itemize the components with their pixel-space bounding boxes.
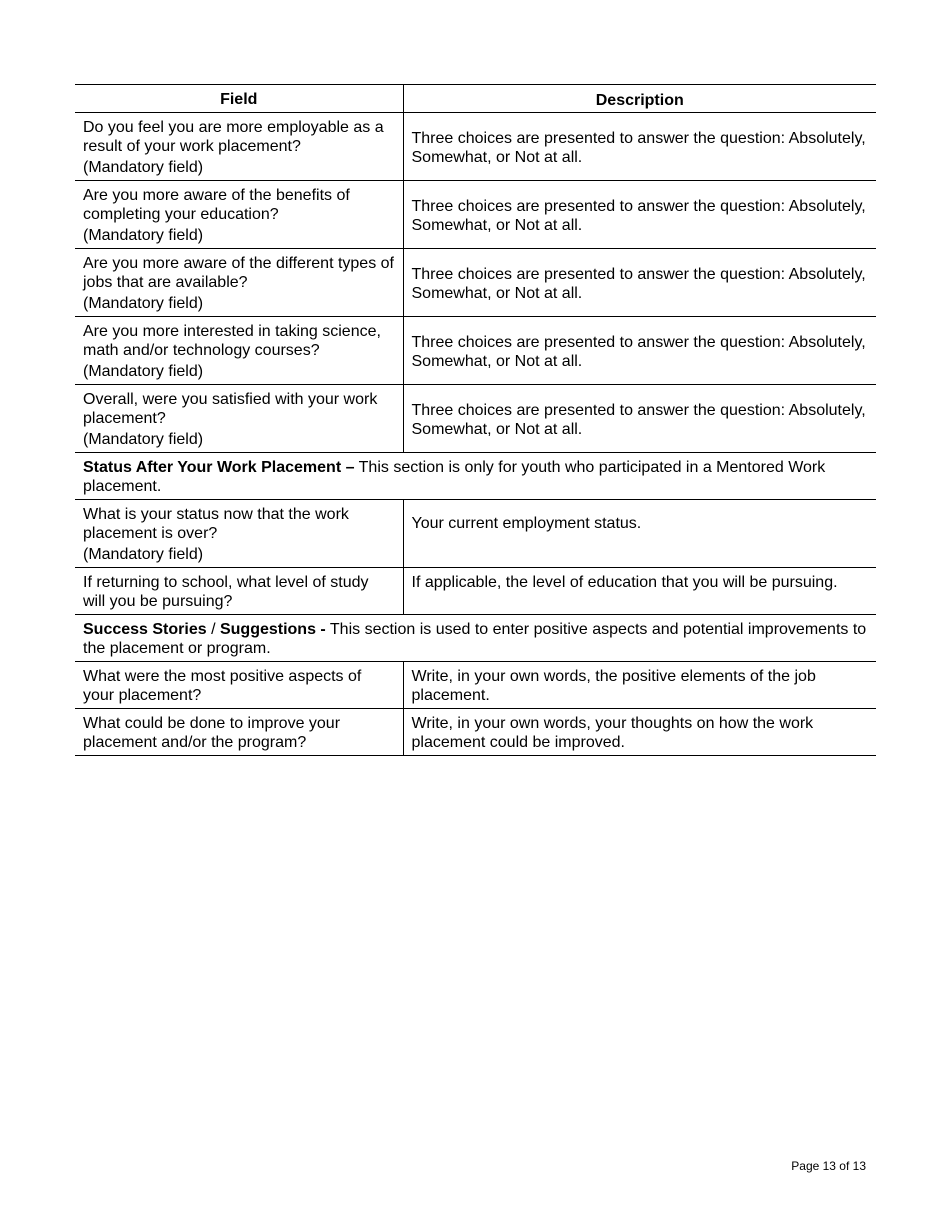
- page-number: Page 13 of 13: [791, 1159, 866, 1173]
- field-cell: [75, 500, 403, 568]
- field-cell: [75, 249, 403, 317]
- section-title-separator: /: [206, 621, 220, 638]
- description-cell: Three choices are presented to answer the question: Absolutely, Somewhat, or Not at all.: [403, 181, 876, 249]
- field-question: Are you more interested in taking science, math and/or technology courses?: [83, 323, 381, 359]
- description-cell: Three choices are presented to answer the question: Absolutely, Somewhat, or Not at all.: [403, 317, 876, 385]
- field-cell: [75, 662, 403, 709]
- mandatory-note: (Mandatory field): [83, 295, 204, 312]
- field-description-table: [75, 84, 876, 756]
- description-cell: Your current employment status.: [403, 500, 876, 568]
- mandatory-note: (Mandatory field): [83, 227, 204, 244]
- table-row: [75, 662, 876, 709]
- description-cell: Three choices are presented to answer the question: Absolutely, Somewhat, or Not at all.: [403, 113, 876, 181]
- field-question: What could be done to improve your placement and/or the program?: [83, 715, 341, 751]
- table-row: [75, 568, 876, 615]
- section-title-part2: Suggestions -: [219, 621, 326, 638]
- table-row: [75, 709, 876, 756]
- field-question: If returning to school, what level of study will you be pursuing?: [83, 574, 369, 610]
- section-row-status: [75, 453, 876, 500]
- field-question: What is your status now that the work placement is over?: [83, 506, 349, 542]
- section-text: This section is only for youth who participated in a Mentored Work placement.: [83, 459, 826, 495]
- field-column-header: Field: [75, 85, 403, 113]
- field-cell: [75, 317, 403, 385]
- table-header-row: [75, 85, 876, 113]
- section-row-success: [75, 615, 876, 662]
- description-cell: Write, in your own words, your thoughts on how the work placement could be improved.: [403, 709, 876, 756]
- mandatory-note: (Mandatory field): [83, 363, 204, 380]
- table-row: [75, 385, 876, 453]
- section-heading-status: [75, 453, 876, 500]
- field-cell: [75, 568, 403, 615]
- mandatory-note: (Mandatory field): [83, 431, 204, 448]
- table-row: [75, 113, 876, 181]
- table-row: [75, 500, 876, 568]
- field-question: Are you more aware of the different types of jobs that are available?: [83, 255, 394, 291]
- section-title-part1: Success Stories: [83, 621, 207, 638]
- table-row: [75, 317, 876, 385]
- field-question: What were the most positive aspects of your placement?: [83, 668, 362, 704]
- field-question: Overall, were you satisfied with your work placement?: [83, 391, 378, 427]
- description-cell: If applicable, the level of education that you will be pursuing.: [403, 568, 876, 615]
- mandatory-note: (Mandatory field): [83, 159, 204, 176]
- description-column-header: Description: [403, 85, 876, 113]
- description-cell: Write, in your own words, the positive elements of the job placement.: [403, 662, 876, 709]
- field-question: Are you more aware of the benefits of completing your education?: [83, 187, 350, 223]
- table-row: [75, 181, 876, 249]
- section-title: Status After Your Work Placement –: [83, 459, 355, 476]
- mandatory-note: (Mandatory field): [83, 546, 204, 563]
- table-row: [75, 249, 876, 317]
- field-question: Do you feel you are more employable as a result of your work placement?: [83, 119, 384, 155]
- field-cell: [75, 181, 403, 249]
- section-heading-success: [75, 615, 876, 662]
- section-text: This section is used to enter positive aspects and potential improvements to the placement or program.: [83, 621, 867, 657]
- description-cell: Three choices are presented to answer the question: Absolutely, Somewhat, or Not at all.: [403, 249, 876, 317]
- description-cell: Three choices are presented to answer the question: Absolutely, Somewhat, or Not at all.: [403, 385, 876, 453]
- field-cell: [75, 709, 403, 756]
- field-cell: [75, 385, 403, 453]
- field-cell: [75, 113, 403, 181]
